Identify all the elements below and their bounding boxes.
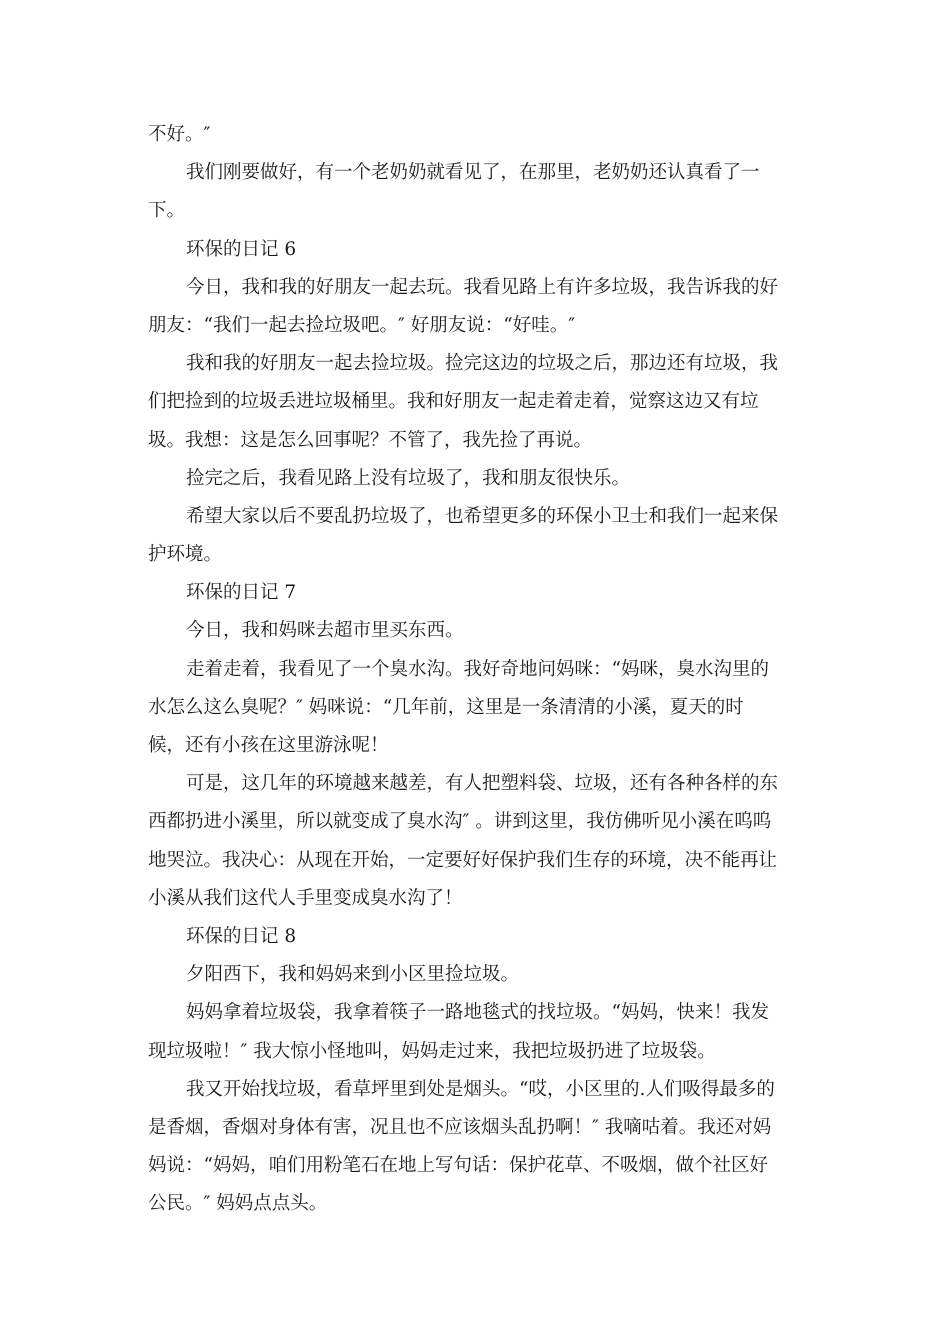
text-line: 捡完之后，我看见路上没有垃圾了，我和朋友很快乐。 (186, 467, 631, 489)
text-line: 西都扔进小溪里，所以就变成了臭水沟″ 。讲到这里，我仿佛听见小溪在呜呜 (148, 811, 772, 833)
text-line: 小溪从我们这代人手里变成臭水沟了！ (148, 887, 463, 909)
text-line: 妈说：“妈妈，咱们用粉笔石在地上写句话：保护花草、不吸烟，做个社区好 (148, 1155, 768, 1177)
text-line: 我和我的好朋友一起去捡垃圾。捡完这边的垃圾之后，那边还有垃圾，我 (186, 353, 779, 375)
text-line: 环保的日记 6 (186, 238, 297, 260)
text-line: 可是，这几年的环境越来越差，有人把塑料袋、垃圾，还有各种各样的东 (186, 773, 779, 795)
text-line: 现垃圾啦！″ 我大惊小怪地叫，妈妈走过来，我把垃圾扔进了垃圾袋。 (148, 1040, 716, 1062)
text-line: 希望大家以后不要乱扔垃圾了，也希望更多的环保小卫士和我们一起来保 (186, 505, 779, 527)
text-line: 我们刚要做好，有一个老奶奶就看见了，在那里，老奶奶还认真看了一 (186, 162, 760, 184)
text-line: 不好。″ (148, 124, 211, 145)
text-line: 是香烟，香烟对身体有害，况且也不应该烟头乱扔啊！″ 我嘀咕着。我还对妈 (148, 1116, 772, 1138)
text-line: 今日，我和我的好朋友一起去玩。我看见路上有许多垃圾，我告诉我的好 (186, 276, 779, 298)
text-line: 下。 (148, 200, 186, 222)
text-line: 们把捡到的垃圾丢进垃圾桶里。我和好朋友一起走着走着，觉察这边又有垃 (148, 391, 759, 413)
text-line: 水怎么这么臭呢？″ 妈咪说：“几年前，这里是一条清清的小溪，夏天的时 (148, 696, 744, 718)
text-line: 妈妈拿着垃圾袋，我拿着筷子一路地毯式的找垃圾。“妈妈，快来！我发 (186, 1002, 769, 1024)
text-line: 圾。我想：这是怎么回事呢？不管了，我先捡了再说。 (148, 429, 593, 451)
text-line: 今日，我和妈咪去超市里买东西。 (186, 620, 464, 642)
text-line: 公民。″ 妈妈点点头。 (148, 1193, 328, 1215)
text-line: 我又开始找垃圾，看草坪里到处是烟头。“哎，小区里的.人们吸得最多的 (186, 1078, 775, 1100)
text-line: 候，还有小孩在这里游泳呢！ (148, 735, 389, 756)
document-page (148, 116, 804, 1223)
text-line: 走着走着，我看见了一个臭水沟。我好奇地问妈咪：“妈咪，臭水沟里的 (186, 658, 769, 680)
text-line: 地哭泣。我决心：从现在开始，一定要好好保护我们生存的环境，决不能再让 (148, 849, 778, 871)
text-line: 朋友：“我们一起去捡垃圾吧。″ 好朋友说：“好哇。″ (148, 314, 576, 336)
text-line: 夕阳西下，我和妈妈来到小区里捡垃圾。 (186, 964, 520, 986)
text-line: 环保的日记 7 (186, 582, 297, 604)
text-line: 环保的日记 8 (186, 925, 297, 947)
text-line: 护环境。 (148, 544, 223, 566)
